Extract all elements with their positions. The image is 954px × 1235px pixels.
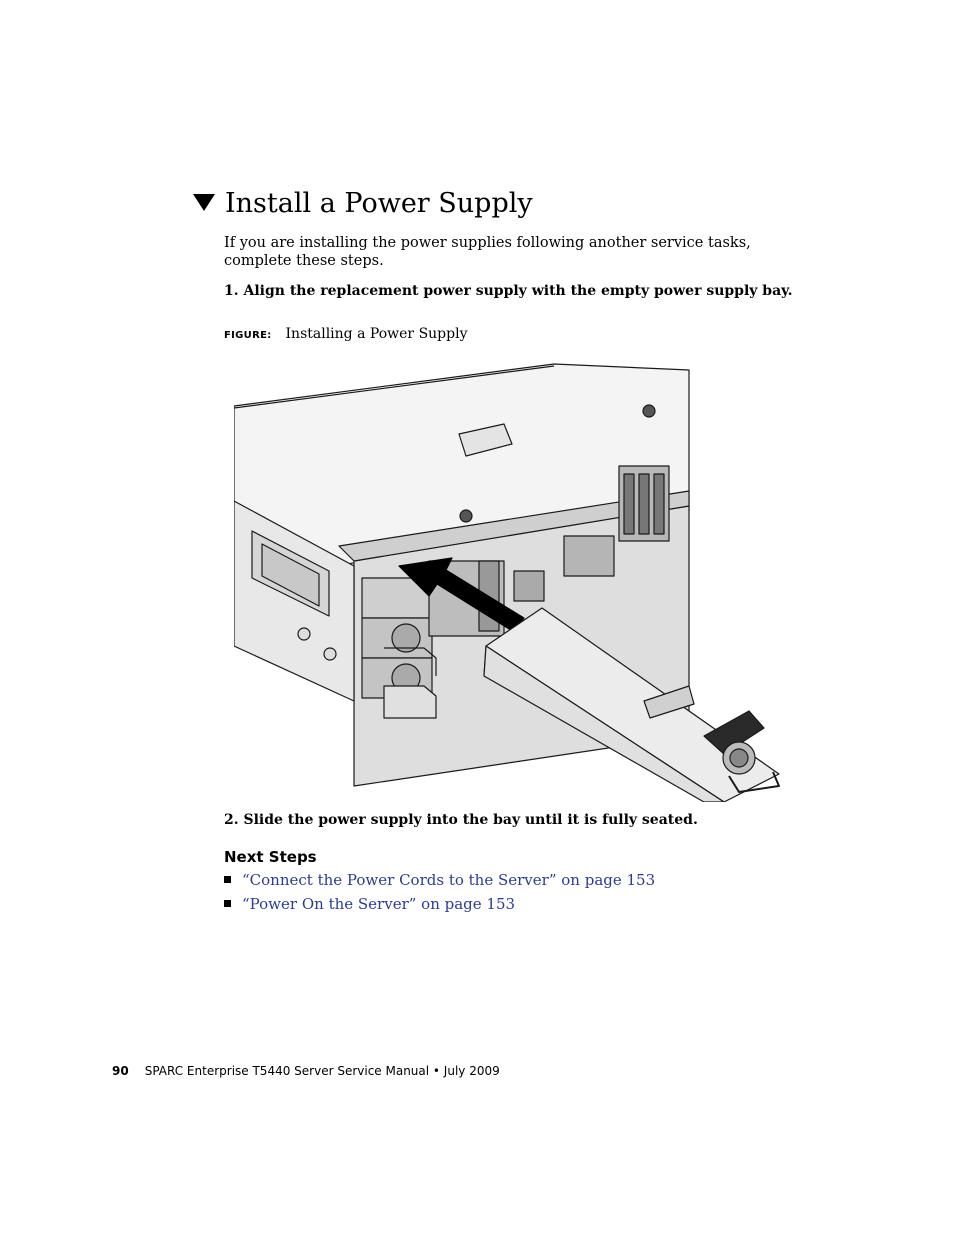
footer-text: SPARC Enterprise T5440 Server Service Manual • July 2009 — [144, 1064, 500, 1078]
bullet-icon — [224, 900, 231, 907]
page-number: 90 — [112, 1064, 129, 1078]
intro-paragraph: If you are installing the power supplies following another service tasks, complete these steps. — [224, 235, 751, 269]
bullet-icon — [224, 876, 231, 883]
figure-title: Installing a Power Supply — [285, 326, 468, 342]
link-connect-power-cords[interactable]: “Connect the Power Cords to the Server” on page 153 — [242, 871, 656, 889]
power-supply-illustration — [234, 356, 782, 802]
section-heading — [193, 186, 533, 222]
list-item — [224, 894, 655, 918]
page-footer — [112, 1064, 500, 1078]
next-steps-heading: Next Steps — [224, 848, 317, 866]
list-item — [224, 870, 655, 894]
figure-caption — [224, 326, 468, 342]
next-steps-list — [224, 870, 655, 918]
step-2: 2. Slide the power supply into the bay until it is fully seated. — [224, 812, 698, 828]
link-power-on-server[interactable]: “Power On the Server” on page 153 — [242, 895, 516, 913]
section-title: Install a Power Supply — [225, 188, 533, 219]
triangle-down-icon — [193, 186, 217, 222]
step-1: 1. Align the replacement power supply with the empty power supply bay. — [224, 283, 793, 299]
figure-label: FIGURE: — [224, 330, 272, 341]
psu-bay-stack — [362, 578, 436, 718]
